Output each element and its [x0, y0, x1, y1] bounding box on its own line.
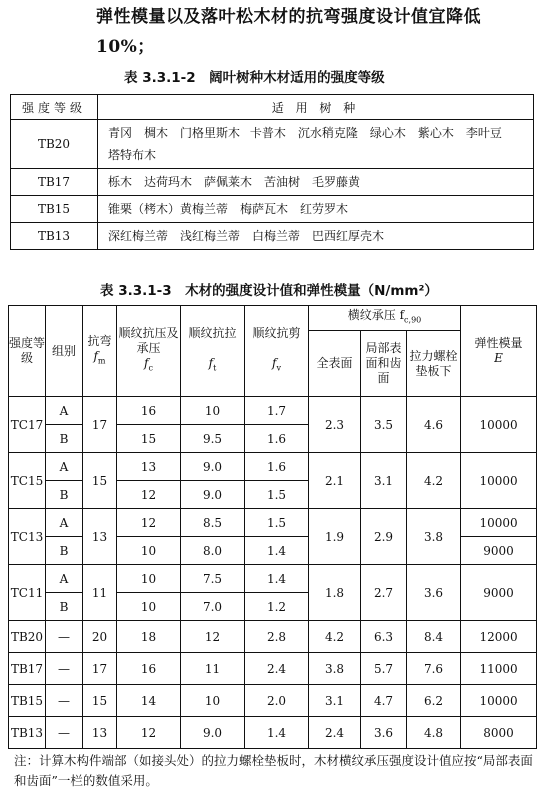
header-grade: 强度等级: [9, 306, 46, 397]
grade-cell: TB20: [11, 120, 98, 169]
header-bending: 抗弯 $f_m$: [83, 306, 117, 397]
bending-cell: 15: [83, 685, 117, 717]
compression-cell: 10: [117, 593, 181, 621]
bending-cell: 13: [83, 509, 117, 565]
hardwood-grade-table: [10, 94, 534, 250]
local-surface-cell: 3.6: [361, 717, 407, 749]
group-cell: A: [46, 509, 83, 537]
group-cell: —: [46, 653, 83, 685]
compression-cell: 16: [117, 397, 181, 425]
table2-row: [9, 653, 537, 685]
group-cell: B: [46, 537, 83, 565]
grade-cell: TC11: [9, 565, 46, 621]
tension-cell: 8.0: [181, 537, 245, 565]
group-cell: —: [46, 621, 83, 653]
table1-row: [11, 169, 534, 196]
table1-row: [11, 196, 534, 223]
local-surface-cell: 4.7: [361, 685, 407, 717]
bolt-plate-cell: 4.8: [407, 717, 461, 749]
local-surface-cell: 2.7: [361, 565, 407, 621]
group-cell: B: [46, 425, 83, 453]
table2-row: [9, 397, 537, 425]
tension-cell: 11: [181, 653, 245, 685]
table2-header-row-1: [9, 306, 537, 331]
full-surface-cell: 2.1: [309, 453, 361, 509]
table2-row: [9, 509, 537, 537]
shear-cell: 1.7: [245, 397, 309, 425]
compression-cell: 12: [117, 717, 181, 749]
tension-cell: 9.0: [181, 481, 245, 509]
compression-cell: 10: [117, 565, 181, 593]
shear-cell: 1.2: [245, 593, 309, 621]
table2-row: [9, 685, 537, 717]
header-tension: 顺纹抗拉 $f_t$: [181, 306, 245, 397]
full-surface-cell: 1.8: [309, 565, 361, 621]
bolt-plate-cell: 4.6: [407, 397, 461, 453]
group-cell: A: [46, 397, 83, 425]
grade-cell: TC15: [9, 453, 46, 509]
intro-text: 弹性模量以及落叶松木材的抗弯强度设计值宜降低10%；: [96, 7, 481, 57]
header-full-surface: 全表面: [309, 331, 361, 397]
table1-header-species: 适 用 树 种: [98, 95, 534, 120]
grade-cell: TB15: [11, 196, 98, 223]
bolt-plate-cell: 8.4: [407, 621, 461, 653]
bolt-plate-cell: 7.6: [407, 653, 461, 685]
tension-cell: 9.0: [181, 717, 245, 749]
modulus-cell: 9000: [461, 537, 537, 565]
shear-cell: 1.4: [245, 537, 309, 565]
table1-header-grade: 强度等级: [11, 95, 98, 120]
grade-cell: TB17: [11, 169, 98, 196]
strength-design-table: [8, 305, 537, 749]
header-local-surface: 局部表面和齿面: [361, 331, 407, 397]
table1-row: [11, 223, 534, 250]
shear-cell: 2.4: [245, 653, 309, 685]
header-compression: 顺纹抗压及承压 $f_c$: [117, 306, 181, 397]
modulus-cell: 9000: [461, 565, 537, 621]
modulus-cell: 10000: [461, 509, 537, 537]
group-cell: —: [46, 717, 83, 749]
species-cell: 栎木 达荷玛木 萨佩莱木 苦油树 毛罗藤黄: [98, 169, 534, 196]
shear-cell: 1.6: [245, 425, 309, 453]
grade-cell: TB17: [9, 653, 46, 685]
header-shear: 顺纹抗剪 $f_v$: [245, 306, 309, 397]
local-surface-cell: 3.1: [361, 453, 407, 509]
grade-cell: TB13: [9, 717, 46, 749]
shear-cell: 2.0: [245, 685, 309, 717]
table2-row: [9, 453, 537, 481]
header-modulus: 弹性模量 E: [461, 306, 537, 397]
full-surface-cell: 2.3: [309, 397, 361, 453]
tension-cell: 9.5: [181, 425, 245, 453]
shear-cell: 1.5: [245, 481, 309, 509]
species-cell: 深红梅兰蒂 浅红梅兰蒂 白梅兰蒂 巴西红厚壳木: [98, 223, 534, 250]
full-surface-cell: 3.1: [309, 685, 361, 717]
local-surface-cell: 2.9: [361, 509, 407, 565]
bolt-plate-cell: 3.6: [407, 565, 461, 621]
full-surface-cell: 3.8: [309, 653, 361, 685]
grade-cell: TC17: [9, 397, 46, 453]
compression-cell: 18: [117, 621, 181, 653]
grade-cell: TB15: [9, 685, 46, 717]
group-cell: A: [46, 565, 83, 593]
bending-cell: 11: [83, 565, 117, 621]
species-cell: 锥栗（栲木）黄梅兰蒂 梅萨瓦木 红劳罗木: [98, 196, 534, 223]
group-cell: —: [46, 685, 83, 717]
tension-cell: 10: [181, 685, 245, 717]
bending-cell: 13: [83, 717, 117, 749]
local-surface-cell: 6.3: [361, 621, 407, 653]
bending-cell: 17: [83, 653, 117, 685]
bolt-plate-cell: 3.8: [407, 509, 461, 565]
grade-cell: TB13: [11, 223, 98, 250]
tension-cell: 7.5: [181, 565, 245, 593]
local-surface-cell: 3.5: [361, 397, 407, 453]
bending-cell: 17: [83, 397, 117, 453]
header-cross-grain: 横纹承压 $f_{c,90}$: [309, 306, 461, 331]
bending-cell: 20: [83, 621, 117, 653]
bolt-plate-cell: 4.2: [407, 453, 461, 509]
compression-cell: 12: [117, 509, 181, 537]
tension-cell: 12: [181, 621, 245, 653]
modulus-cell: 11000: [461, 653, 537, 685]
shear-cell: 1.4: [245, 565, 309, 593]
compression-cell: 15: [117, 425, 181, 453]
full-surface-cell: 1.9: [309, 509, 361, 565]
grade-cell: TC13: [9, 509, 46, 565]
shear-cell: 1.5: [245, 509, 309, 537]
compression-cell: 16: [117, 653, 181, 685]
compression-cell: 10: [117, 537, 181, 565]
table2-row: [9, 621, 537, 653]
footnote: 注：计算木构件端部（如接头处）的拉力螺栓垫板时，木材横纹承压强度设计值应按“局部表面和齿面”一栏的数值采用。: [14, 753, 533, 788]
group-cell: A: [46, 453, 83, 481]
group-cell: B: [46, 481, 83, 509]
tension-cell: 8.5: [181, 509, 245, 537]
species-cell: 青冈 椆木 门格里斯木 卡普木 沉水稍克隆 绿心木 紫心木 李叶豆 塔特布木: [98, 120, 534, 169]
compression-cell: 13: [117, 453, 181, 481]
shear-cell: 1.4: [245, 717, 309, 749]
local-surface-cell: 5.7: [361, 653, 407, 685]
table2-row: [9, 717, 537, 749]
modulus-cell: 8000: [461, 717, 537, 749]
compression-cell: 14: [117, 685, 181, 717]
modulus-cell: 10000: [461, 685, 537, 717]
table1-caption: 表 3.3.1-2 阔叶树种木材适用的强度等级: [124, 70, 385, 86]
tension-cell: 9.0: [181, 453, 245, 481]
table2-row: [9, 565, 537, 593]
modulus-cell: 10000: [461, 397, 537, 453]
full-surface-cell: 4.2: [309, 621, 361, 653]
full-surface-cell: 2.4: [309, 717, 361, 749]
shear-cell: 1.6: [245, 453, 309, 481]
table1-row: [11, 120, 534, 169]
bolt-plate-cell: 6.2: [407, 685, 461, 717]
compression-cell: 12: [117, 481, 181, 509]
bending-cell: 15: [83, 453, 117, 509]
group-cell: B: [46, 593, 83, 621]
header-group: 组别: [46, 306, 83, 397]
modulus-cell: 10000: [461, 453, 537, 509]
table1-header-row: [11, 95, 534, 120]
tension-cell: 10: [181, 397, 245, 425]
shear-cell: 2.8: [245, 621, 309, 653]
modulus-cell: 12000: [461, 621, 537, 653]
tension-cell: 7.0: [181, 593, 245, 621]
header-bolt-plate: 拉力螺栓垫板下: [407, 331, 461, 397]
grade-cell: TB20: [9, 621, 46, 653]
table2-caption: 表 3.3.1-3 木材的强度设计值和弹性模量（N/mm²）: [100, 283, 438, 299]
